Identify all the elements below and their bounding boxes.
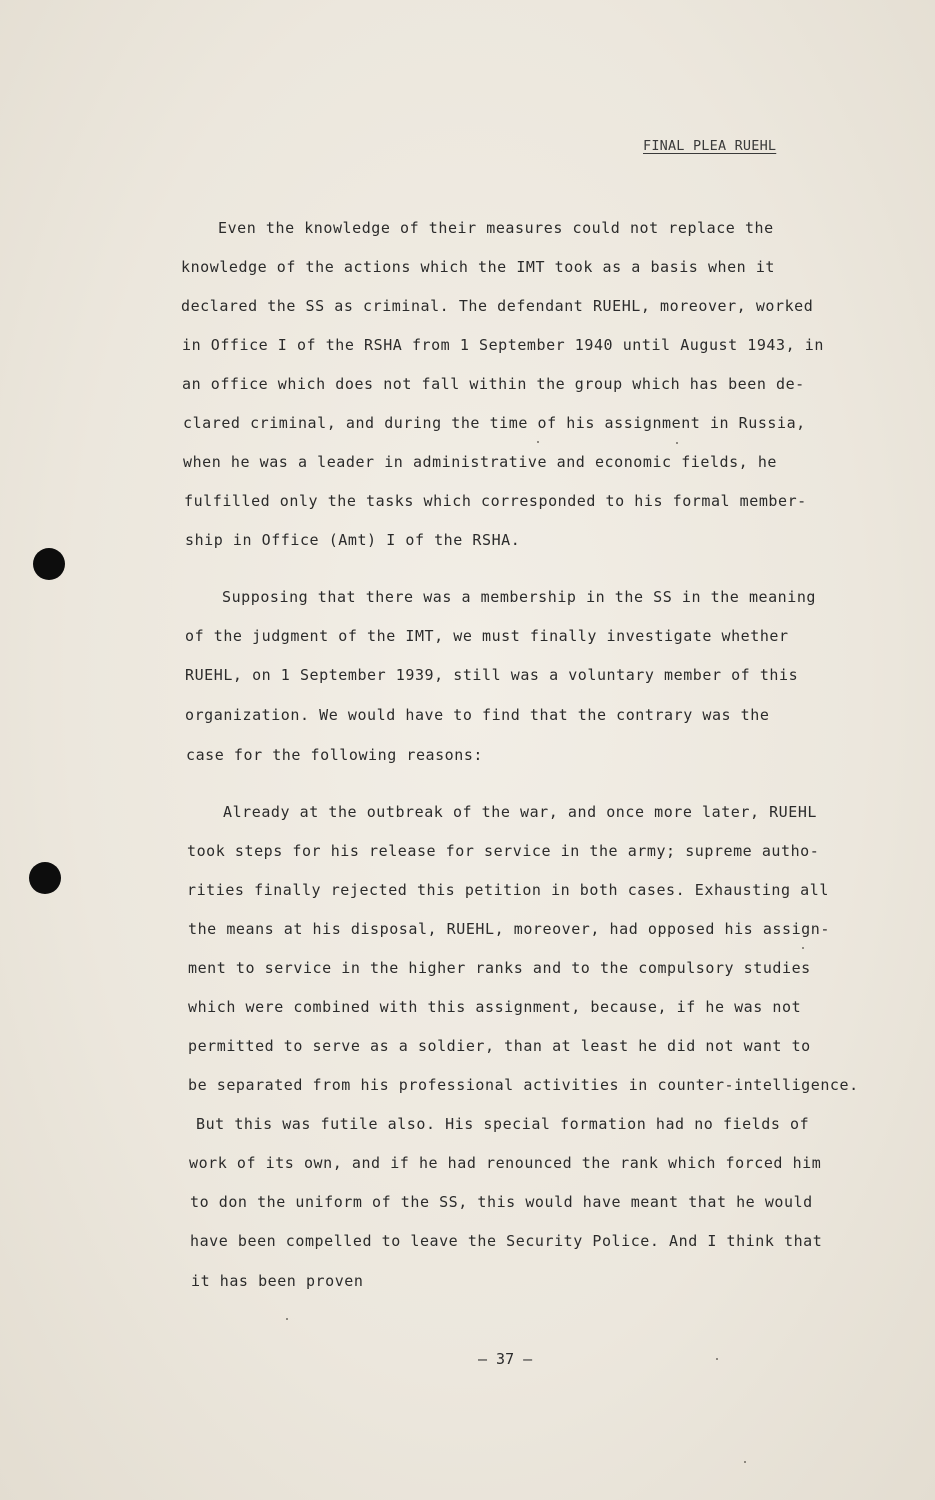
- paper-speck: [676, 442, 678, 444]
- text-line: the means at his disposal, RUEHL, moreover, had opposed his assign-: [188, 920, 830, 938]
- paper-speck: [744, 1461, 746, 1463]
- text-line: Supposing that there was a membership in the SS in the meaning: [222, 588, 817, 606]
- paper-speck: [537, 441, 539, 443]
- paper-speck: [802, 947, 804, 949]
- text-line: declared the SS as criminal. The defendant RUEHL, moreover, worked: [181, 297, 814, 315]
- text-line: have been compelled to leave the Security Police. And I think that: [190, 1232, 823, 1250]
- text-line: ship in Office (Amt) I of the RSHA.: [185, 531, 521, 549]
- text-line: took steps for his release for service in the army; supreme autho-: [187, 842, 820, 860]
- text-line: work of its own, and if he had renounced the rank which forced him: [189, 1154, 822, 1172]
- text-line: fulfilled only the tasks which corresponded to his formal member-: [184, 492, 807, 510]
- text-line: rities finally rejected this petition in both cases. Exhausting all: [187, 881, 829, 899]
- text-line: when he was a leader in administrative and economic fields, he: [183, 453, 778, 471]
- document-header: FINAL PLEA RUEHL: [643, 138, 777, 154]
- text-line: RUEHL, on 1 September 1939, still was a voluntary member of this: [185, 666, 799, 684]
- paper-speck: [286, 1318, 288, 1320]
- punch-hole: [33, 548, 65, 580]
- text-line: knowledge of the actions which the IMT took as a basis when it: [181, 258, 776, 276]
- text-line: which were combined with this assignment, because, if he was not: [188, 998, 802, 1016]
- paper-speck: [716, 1358, 718, 1360]
- text-line: of the judgment of the IMT, we must finally investigate whether: [185, 627, 789, 645]
- text-line: ment to service in the higher ranks and to the compulsory studies: [188, 959, 811, 977]
- text-line: clared criminal, and during the time of his assignment in Russia,: [183, 414, 806, 432]
- text-line: Even the knowledge of their measures could not replace the: [218, 219, 774, 237]
- text-line: in Office I of the RSHA from 1 September 1940 until August 1943, in: [182, 336, 824, 354]
- text-line: be separated from his professional activities in counter-intelligence.: [188, 1076, 859, 1094]
- text-line: permitted to serve as a soldier, than at least he did not want to: [188, 1037, 811, 1055]
- page-number: — 37 —: [478, 1350, 533, 1368]
- text-line: to don the uniform of the SS, this would have meant that he would: [190, 1193, 813, 1211]
- text-line: an office which does not fall within the group which has been de-: [182, 375, 805, 393]
- text-line: Already at the outbreak of the war, and once more later, RUEHL: [223, 803, 818, 821]
- text-line: But this was futile also. His special formation had no fields of: [196, 1115, 810, 1133]
- text-line: it has been proven: [191, 1272, 364, 1290]
- text-line: case for the following reasons:: [186, 746, 484, 764]
- text-line: organization. We would have to find that the contrary was the: [185, 706, 770, 724]
- punch-hole: [29, 862, 61, 894]
